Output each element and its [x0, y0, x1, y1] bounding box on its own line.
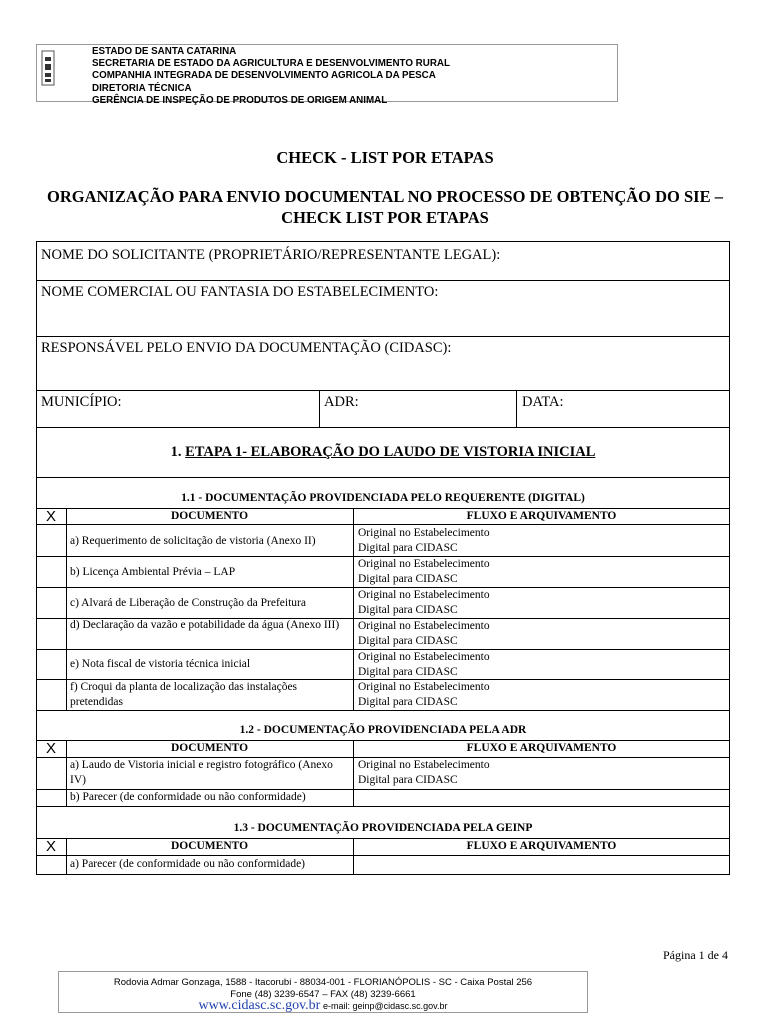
cidasc-logo: [38, 48, 58, 88]
field-adr[interactable]: ADR:: [324, 394, 359, 410]
section-title: 1.1 - DOCUMENTAÇÃO PROVIDENCIADA PELO REQUERENTE (DIGITAL): [181, 492, 585, 504]
flux-line: Digital para CIDASC: [358, 572, 458, 585]
table-row-doc: f) Croqui da planta de localização das instalações pretendidas: [70, 681, 298, 708]
documento-column-header: DOCUMENTO: [170, 510, 249, 522]
table-row-doc: b) Licença Ambiental Prévia – LAP: [70, 566, 236, 578]
page-number: Página 1 de 4: [663, 948, 728, 962]
flux-line: Original no Estabelecimento: [358, 759, 490, 771]
section-title: 1.3 - DOCUMENTAÇÃO PROVIDENCIADA PELA GEINP: [233, 822, 533, 834]
footer-website-link[interactable]: www.cidasc.sc.gov.br: [198, 998, 321, 1013]
letterhead-line: SECRETARIA DE ESTADO DA AGRICULTURA E DESENVOLVIMENTO RURAL: [92, 58, 450, 70]
flux-line: Digital para CIDASC: [358, 665, 458, 678]
flux-line: Original no Estabelecimento: [358, 589, 490, 601]
table-row-doc: a) Requerimento de solicitação de vistoria (Anexo II): [70, 535, 316, 547]
table-row-doc: e) Nota fiscal de vistoria técnica inicial: [70, 658, 251, 670]
footer-email[interactable]: e-mail: geinp@cidasc.sc.gov.br: [322, 1001, 448, 1011]
table-row-flux: [358, 650, 728, 679]
footer-address: Rodovia Admar Gonzaga, 1588 - Itacorubi - 88034-001 - FLORIANÓPOLIS - SC - Caixa Postal 256: [113, 977, 533, 988]
table-row-flux: [358, 526, 728, 555]
section-title: 1.2 - DOCUMENTAÇÃO PROVIDENCIADA PELA ADR: [239, 724, 527, 736]
flux-line: Original no Estabelecimento: [358, 527, 490, 539]
field-responsavel[interactable]: RESPONSÁVEL PELO ENVIO DA DOCUMENTAÇÃO (CIDASC):: [41, 340, 452, 356]
table-row-doc: c) Alvará de Liberação de Construção da Prefeitura: [70, 597, 306, 609]
flux-line: Digital para CIDASC: [358, 541, 458, 554]
flux-line: Original no Estabelecimento: [358, 681, 490, 693]
footer-text: [58, 977, 588, 1013]
flux-line: Original no Estabelecimento: [358, 558, 490, 570]
fluxo-column-header: FLUXO E ARQUIVAMENTO: [466, 510, 617, 522]
flux-line: Digital para CIDASC: [358, 773, 458, 786]
letterhead-line: ESTADO DE SANTA CATARINA: [92, 46, 237, 57]
flux-line: Digital para CIDASC: [358, 634, 458, 647]
flux-line: Digital para CIDASC: [358, 695, 458, 708]
documento-column-header: DOCUMENTO: [170, 742, 249, 754]
table-row-flux: [358, 680, 728, 709]
x-column-header: X: [45, 838, 56, 855]
table-row-flux: [358, 557, 728, 586]
table-row-flux: [358, 619, 728, 648]
etapa-title: ETAPA 1- ELABORAÇÃO DO LAUDO DE VISTORIA INICIAL: [185, 444, 596, 460]
page-subtitle: ORGANIZAÇÃO PARA ENVIO DOCUMENTAL NO PROCESSO DE OBTENÇÃO DO SIE – CHECK LIST POR ETAPAS: [47, 187, 723, 227]
field-nome-comercial[interactable]: NOME COMERCIAL OU FANTASIA DO ESTABELECIMENTO:: [41, 284, 439, 300]
letterhead-line: DIRETORIA TÉCNICA: [92, 82, 192, 94]
flux-line: Digital para CIDASC: [358, 603, 458, 616]
letterhead-line: COMPANHIA INTEGRADA DE DESENVOLVIMENTO AGRICOLA DA PESCA: [92, 70, 436, 82]
field-solicitante[interactable]: NOME DO SOLICITANTE (PROPRIETÁRIO/REPRESENTANTE LEGAL):: [41, 247, 501, 263]
table-row-flux: [358, 758, 728, 787]
fluxo-column-header: FLUXO E ARQUIVAMENTO: [466, 742, 617, 754]
etapa-number: 1.: [170, 444, 182, 460]
footer-phone: Fone (48) 3239-6547 – FAX (48) 3239-6661: [230, 988, 416, 1000]
flux-line: Original no Estabelecimento: [358, 620, 490, 632]
x-column-header: X: [45, 508, 56, 525]
flux-line: Original no Estabelecimento: [358, 651, 490, 663]
table-row-doc: d) Declaração da vazão e potabilidade da água (Anexo III): [70, 619, 340, 631]
table-row-doc: a) Laudo de Vistoria inicial e registro fotográfico (Anexo IV): [70, 759, 333, 786]
letterhead-line: GERÊNCIA DE INSPEÇÃO DE PRODUTOS DE ORIGEM ANIMAL: [92, 94, 388, 106]
page-title: CHECK - LIST POR ETAPAS: [276, 148, 494, 167]
field-data[interactable]: DATA:: [522, 394, 564, 410]
documento-column-header: DOCUMENTO: [170, 840, 249, 852]
letterhead-text: [92, 46, 612, 106]
table-row-doc: b) Parecer (de conformidade ou não conformidade): [70, 791, 306, 803]
fluxo-column-header: FLUXO E ARQUIVAMENTO: [466, 840, 617, 852]
table-row-flux: [358, 588, 728, 617]
field-municipio[interactable]: MUNICÍPIO:: [41, 394, 122, 410]
table-row-doc: a) Parecer (de conformidade ou não conformidade): [70, 858, 305, 870]
x-column-header: X: [45, 740, 56, 757]
etapa-heading: [36, 444, 730, 461]
